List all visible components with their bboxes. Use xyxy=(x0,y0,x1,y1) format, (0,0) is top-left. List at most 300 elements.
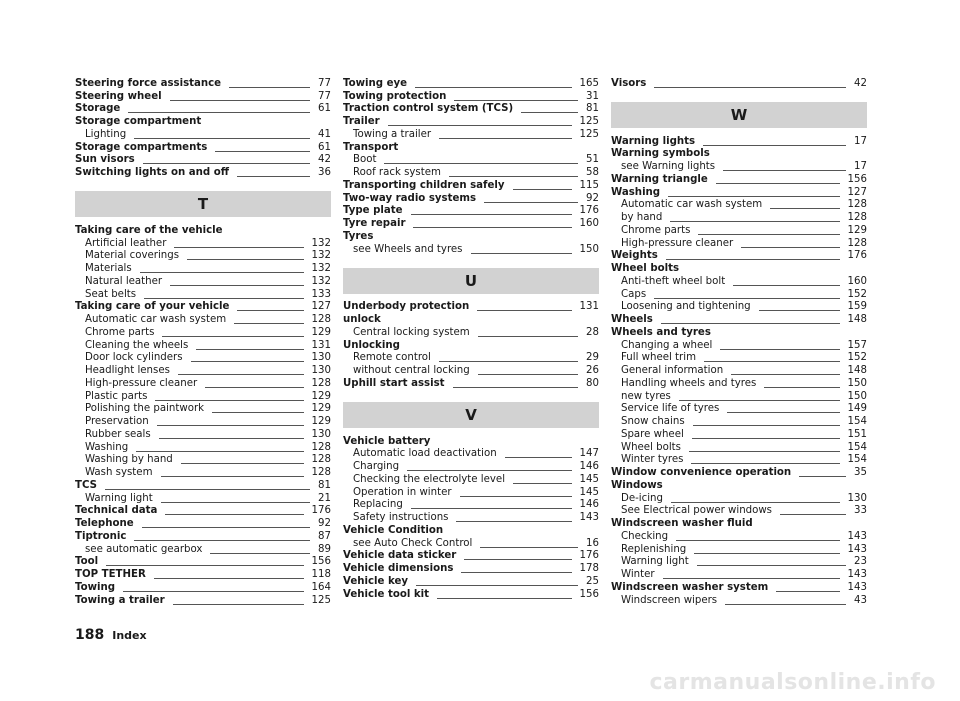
leader-line xyxy=(668,196,839,197)
entry-text: Winter tyres xyxy=(621,454,684,466)
leader-line xyxy=(703,145,846,146)
leader-line xyxy=(439,361,578,362)
index-entry xyxy=(343,218,599,231)
index-subentry xyxy=(611,225,867,238)
leader-line xyxy=(191,361,304,362)
entry-text: Towing a trailer xyxy=(353,128,432,140)
index-entry xyxy=(611,174,867,187)
index-entry xyxy=(343,193,599,206)
index-subentry xyxy=(75,238,331,251)
entry-text: Warning triangle xyxy=(611,173,708,185)
leader-line xyxy=(237,176,310,177)
index-entry xyxy=(343,180,599,193)
entry-text: Charging xyxy=(353,461,400,473)
entry-text: see Auto Check Control xyxy=(353,537,473,549)
entry-text: Vehicle battery xyxy=(343,435,431,447)
page-reference: 132 xyxy=(311,237,331,249)
entry-text: Warning light xyxy=(85,492,153,504)
index-subentry xyxy=(75,429,331,442)
index-subentry xyxy=(343,474,599,487)
index-subentry xyxy=(75,442,331,455)
entry-text: Loosening and tightening xyxy=(621,301,751,313)
page-reference: 151 xyxy=(847,428,867,440)
leader-line xyxy=(105,489,310,490)
page-reference: 89 xyxy=(318,543,331,555)
index-column-3 xyxy=(611,78,867,608)
entry-text: Headlight lenses xyxy=(85,365,170,377)
entry-text: Window convenience operation xyxy=(611,467,792,479)
section-letter-header: U xyxy=(343,268,599,294)
leader-line xyxy=(155,400,303,401)
entry-text: Windscreen washer fluid xyxy=(611,518,753,530)
index-entry xyxy=(611,78,867,91)
leader-line xyxy=(697,565,846,566)
page-reference: 150 xyxy=(847,390,867,402)
leader-line xyxy=(654,87,846,88)
entry-text: Transport xyxy=(343,141,399,153)
index-subentry xyxy=(343,461,599,474)
section-letter-header: W xyxy=(611,102,867,128)
page-reference: 148 xyxy=(847,314,867,326)
entry-text: Technical data xyxy=(75,505,158,517)
section-label: Index xyxy=(112,629,147,642)
entry-text: Chrome parts xyxy=(621,224,691,236)
index-subentry xyxy=(611,429,867,442)
index-subentry xyxy=(611,493,867,506)
entry-text: Lighting xyxy=(85,128,127,140)
entry-text: Washing xyxy=(85,441,129,453)
index-entry xyxy=(343,551,599,564)
leader-line xyxy=(661,323,840,324)
index-entry xyxy=(343,78,599,91)
page-reference: 29 xyxy=(586,352,599,364)
page-reference: 43 xyxy=(854,594,867,606)
page-reference: 129 xyxy=(311,326,331,338)
page-reference: 51 xyxy=(586,154,599,166)
index-heading xyxy=(343,142,599,155)
entry-text: Materials xyxy=(85,263,132,275)
page-reference: 132 xyxy=(311,250,331,262)
index-entry xyxy=(611,582,867,595)
entry-text: Windscreen wipers xyxy=(621,594,718,606)
leader-line xyxy=(780,514,846,515)
page-reference: 128 xyxy=(847,212,867,224)
index-entry xyxy=(75,91,331,104)
page-reference: 128 xyxy=(847,199,867,211)
leader-line xyxy=(484,202,578,203)
entry-text: without central locking xyxy=(353,365,470,377)
index-heading xyxy=(611,327,867,340)
leader-line xyxy=(477,310,571,311)
page-reference: 176 xyxy=(847,250,867,262)
leader-line xyxy=(741,247,839,248)
index-subentry xyxy=(343,167,599,180)
page-reference: 131 xyxy=(579,301,599,313)
leader-line xyxy=(733,285,839,286)
page-reference: 115 xyxy=(579,179,599,191)
entry-text: Type plate xyxy=(343,205,403,217)
index-entry xyxy=(343,91,599,104)
index-entry xyxy=(611,467,867,480)
page-reference: 132 xyxy=(311,275,331,287)
leader-line xyxy=(676,540,839,541)
page-reference: 150 xyxy=(847,377,867,389)
page-reference: 165 xyxy=(579,77,599,89)
index-entry xyxy=(611,314,867,327)
leader-line xyxy=(173,604,304,605)
leader-line xyxy=(142,527,310,528)
entry-text: Washing by hand xyxy=(85,454,173,466)
index-subentry xyxy=(75,289,331,302)
entry-text: Warning symbols xyxy=(611,148,710,160)
entry-text: Artificial leather xyxy=(85,237,167,249)
entry-text: Checking xyxy=(621,530,669,542)
entry-text: Wheel bolts xyxy=(621,441,681,453)
page-reference: 178 xyxy=(579,563,599,575)
leader-line xyxy=(157,425,304,426)
entry-text: Door lock cylinders xyxy=(85,352,183,364)
index-entry xyxy=(343,116,599,129)
entry-text: Washing xyxy=(611,186,661,198)
page-reference: 143 xyxy=(847,543,867,555)
index-subentry xyxy=(611,595,867,608)
entry-text: Two-way radio systems xyxy=(343,192,477,204)
page-reference: 143 xyxy=(847,581,867,593)
page-reference: 129 xyxy=(847,224,867,236)
entry-text: Changing a wheel xyxy=(621,339,713,351)
leader-line xyxy=(123,591,304,592)
page-reference: 146 xyxy=(579,499,599,511)
section-letter-header: T xyxy=(75,191,331,217)
leader-line xyxy=(666,259,840,260)
index-column-1 xyxy=(75,78,331,608)
index-subentry xyxy=(343,244,599,257)
page-reference: 125 xyxy=(579,116,599,128)
index-subentry xyxy=(611,404,867,417)
index-subentry xyxy=(611,289,867,302)
page-reference: 128 xyxy=(311,377,331,389)
entry-text: Storage compartments xyxy=(75,141,208,153)
leader-line xyxy=(654,298,839,299)
leader-line xyxy=(671,502,840,503)
leader-line xyxy=(521,112,578,113)
entry-text: Wheels xyxy=(611,314,653,326)
index-subentry xyxy=(611,531,867,544)
page-reference: 164 xyxy=(311,581,331,593)
entry-text: Towing eye xyxy=(343,77,408,89)
index-subentry xyxy=(343,487,599,500)
leader-line xyxy=(770,208,839,209)
page-reference: 149 xyxy=(847,403,867,415)
leader-line xyxy=(704,361,840,362)
entry-text: Boot xyxy=(353,154,377,166)
leader-line xyxy=(174,247,303,248)
page-reference: 159 xyxy=(847,301,867,313)
index-entry xyxy=(611,251,867,264)
index-subentry xyxy=(611,212,867,225)
entry-text: unlock xyxy=(343,314,381,326)
page-reference: 26 xyxy=(586,365,599,377)
index-subentry xyxy=(611,442,867,455)
entry-text: new tyres xyxy=(621,390,671,402)
entry-text: General information xyxy=(621,365,724,377)
page-reference: 128 xyxy=(311,314,331,326)
index-subentry xyxy=(75,493,331,506)
leader-line xyxy=(237,310,303,311)
leader-line xyxy=(731,374,839,375)
page-reference: 92 xyxy=(318,518,331,530)
leader-line xyxy=(159,438,304,439)
leader-line xyxy=(505,457,572,458)
index-heading xyxy=(75,116,331,129)
index-subentry xyxy=(75,404,331,417)
index-subentry xyxy=(611,238,867,251)
index-entry xyxy=(75,557,331,570)
page-reference: 127 xyxy=(847,186,867,198)
entry-text: Seat belts xyxy=(85,288,137,300)
entry-text: Windows xyxy=(611,479,663,491)
leader-line xyxy=(411,214,572,215)
entry-text: Vehicle Condition xyxy=(343,524,444,536)
entry-text: Operation in winter xyxy=(353,486,452,498)
entry-text: see Warning lights xyxy=(621,161,716,173)
entry-text: Visors xyxy=(611,77,647,89)
page-reference: 129 xyxy=(311,416,331,428)
entry-text: Automatic car wash system xyxy=(85,314,227,326)
page-reference: 143 xyxy=(847,569,867,581)
index-entry xyxy=(75,302,331,315)
index-subentry xyxy=(75,263,331,276)
entry-text: See Electrical power windows xyxy=(621,505,772,517)
index-entry xyxy=(343,378,599,391)
leader-line xyxy=(170,285,303,286)
index-entry xyxy=(75,480,331,493)
page-reference: 35 xyxy=(854,467,867,479)
leader-line xyxy=(679,400,840,401)
entry-text: Uphill start assist xyxy=(343,377,445,389)
page-reference: 152 xyxy=(847,352,867,364)
entry-text: Wheels and tyres xyxy=(611,326,711,338)
leader-line xyxy=(161,502,310,503)
entry-text: Anti-theft wheel bolt xyxy=(621,275,726,287)
entry-text: High-pressure cleaner xyxy=(621,237,734,249)
entry-text: Taking care of your vehicle xyxy=(75,301,230,313)
index-heading xyxy=(611,149,867,162)
page-reference: 143 xyxy=(579,512,599,524)
leader-line xyxy=(134,138,310,139)
page-reference: 128 xyxy=(311,441,331,453)
index-entry xyxy=(343,104,599,117)
page-reference: 145 xyxy=(579,486,599,498)
entry-text: Steering wheel xyxy=(75,90,162,102)
entry-text: Tiptronic xyxy=(75,530,127,542)
entry-text: Transporting children safely xyxy=(343,179,505,191)
index-subentry xyxy=(75,129,331,142)
leader-line xyxy=(480,547,578,548)
entry-text: Plastic parts xyxy=(85,390,148,402)
page-reference: 130 xyxy=(847,492,867,504)
index-entry xyxy=(611,187,867,200)
page-reference: 125 xyxy=(311,594,331,606)
index-heading xyxy=(611,480,867,493)
leader-line xyxy=(170,100,310,101)
entry-text: Vehicle key xyxy=(343,575,409,587)
page-reference: 154 xyxy=(847,416,867,428)
index-subentry xyxy=(611,365,867,378)
entry-text: Central locking system xyxy=(353,326,470,338)
index-subentry xyxy=(611,506,867,519)
page-reference: 118 xyxy=(311,569,331,581)
page-number: 188 xyxy=(75,627,105,643)
entry-text: Underbody protection xyxy=(343,301,470,313)
index-subentry xyxy=(343,538,599,551)
entry-text: Sun visors xyxy=(75,154,135,166)
entry-text: Automatic load deactivation xyxy=(353,448,497,460)
entry-text: Caps xyxy=(621,288,647,300)
entry-text: Cleaning the wheels xyxy=(85,339,189,351)
index-entry xyxy=(75,531,331,544)
index-entry xyxy=(343,589,599,602)
page-reference: 81 xyxy=(318,479,331,491)
entry-text: Replacing xyxy=(353,499,403,511)
index-subentry xyxy=(343,327,599,340)
page-reference: 176 xyxy=(579,550,599,562)
index-subentry xyxy=(611,557,867,570)
page-reference: 133 xyxy=(311,288,331,300)
leader-line xyxy=(670,221,839,222)
index-subentry xyxy=(611,340,867,353)
page-reference: 147 xyxy=(579,448,599,460)
entry-text: Material coverings xyxy=(85,250,180,262)
index-heading xyxy=(343,340,599,353)
page-reference: 129 xyxy=(311,403,331,415)
page-reference: 128 xyxy=(311,467,331,479)
page-reference: 176 xyxy=(311,505,331,517)
index-entry xyxy=(75,595,331,608)
page-reference: 131 xyxy=(311,339,331,351)
leader-line xyxy=(413,227,571,228)
index-subentry xyxy=(75,276,331,289)
page-reference: 33 xyxy=(854,505,867,517)
index-subentry xyxy=(611,569,867,582)
leader-line xyxy=(460,496,572,497)
index-heading xyxy=(611,518,867,531)
leader-line xyxy=(178,374,304,375)
page-reference: 81 xyxy=(586,103,599,115)
page-reference: 132 xyxy=(311,263,331,275)
page-reference: 148 xyxy=(847,365,867,377)
index-subentry xyxy=(343,512,599,525)
leader-line xyxy=(187,259,304,260)
index-heading xyxy=(611,263,867,276)
entry-text: Replenishing xyxy=(621,543,687,555)
entry-text: Vehicle dimensions xyxy=(343,563,454,575)
leader-line xyxy=(205,387,303,388)
entry-text: Windscreen washer system xyxy=(611,581,769,593)
page-reference: 61 xyxy=(318,103,331,115)
page-reference: 160 xyxy=(847,275,867,287)
leader-line xyxy=(454,100,578,101)
page-reference: 176 xyxy=(579,205,599,217)
page-reference: 146 xyxy=(579,461,599,473)
entry-text: Full wheel trim xyxy=(621,352,696,364)
entry-text: Towing xyxy=(75,581,116,593)
index-subentry xyxy=(611,200,867,213)
leader-line xyxy=(143,163,310,164)
leader-line xyxy=(215,151,310,152)
entry-text: Service life of tyres xyxy=(621,403,720,415)
leader-line xyxy=(694,553,839,554)
page-reference: 28 xyxy=(586,326,599,338)
entry-text: High-pressure cleaner xyxy=(85,377,198,389)
leader-line xyxy=(439,138,571,139)
leader-line xyxy=(411,508,572,509)
index-subentry xyxy=(343,365,599,378)
entry-text: see Wheels and tyres xyxy=(353,243,463,255)
entry-text: Tyre repair xyxy=(343,218,406,230)
page-footer xyxy=(75,627,147,643)
leader-line xyxy=(453,387,579,388)
entry-text: Towing protection xyxy=(343,90,447,102)
leader-line xyxy=(725,604,846,605)
index-subentry xyxy=(75,353,331,366)
leader-line xyxy=(388,125,572,126)
entry-text: Switching lights on and off xyxy=(75,167,230,179)
page-reference: 129 xyxy=(311,390,331,402)
leader-line xyxy=(196,349,303,350)
index-column-2 xyxy=(343,78,599,602)
index-subentry xyxy=(75,416,331,429)
index-entry xyxy=(343,302,599,315)
index-heading xyxy=(343,436,599,449)
index-subentry xyxy=(611,161,867,174)
index-subentry xyxy=(343,353,599,366)
leader-line xyxy=(723,170,846,171)
entry-text: Preservation xyxy=(85,416,149,428)
entry-text: Rubber seals xyxy=(85,428,151,440)
leader-line xyxy=(461,572,571,573)
entry-text: Weights xyxy=(611,250,658,262)
page-reference: 128 xyxy=(847,237,867,249)
entry-text: Traction control system (TCS) xyxy=(343,103,514,115)
index-subentry xyxy=(75,327,331,340)
leader-line xyxy=(416,585,578,586)
index-heading xyxy=(343,314,599,327)
index-subentry xyxy=(611,391,867,404)
entry-text: Winter xyxy=(621,569,655,581)
page-reference: 152 xyxy=(847,288,867,300)
leader-line xyxy=(720,349,839,350)
leader-line xyxy=(134,540,310,541)
leader-line xyxy=(478,336,578,337)
page-reference: 145 xyxy=(579,473,599,485)
entry-text: Snow chains xyxy=(621,416,685,428)
leader-line xyxy=(165,514,303,515)
index-subentry xyxy=(343,129,599,142)
page-reference: 156 xyxy=(847,173,867,185)
index-entry xyxy=(343,563,599,576)
leader-line xyxy=(210,553,310,554)
index-entry xyxy=(75,506,331,519)
index-subentry xyxy=(75,544,331,557)
entry-text: Remote control xyxy=(353,352,431,364)
entry-text: Warning light xyxy=(621,556,689,568)
leader-line xyxy=(727,412,839,413)
index-entry xyxy=(75,582,331,595)
leader-line xyxy=(692,438,840,439)
entry-text: Vehicle tool kit xyxy=(343,588,430,600)
leader-line xyxy=(759,310,840,311)
